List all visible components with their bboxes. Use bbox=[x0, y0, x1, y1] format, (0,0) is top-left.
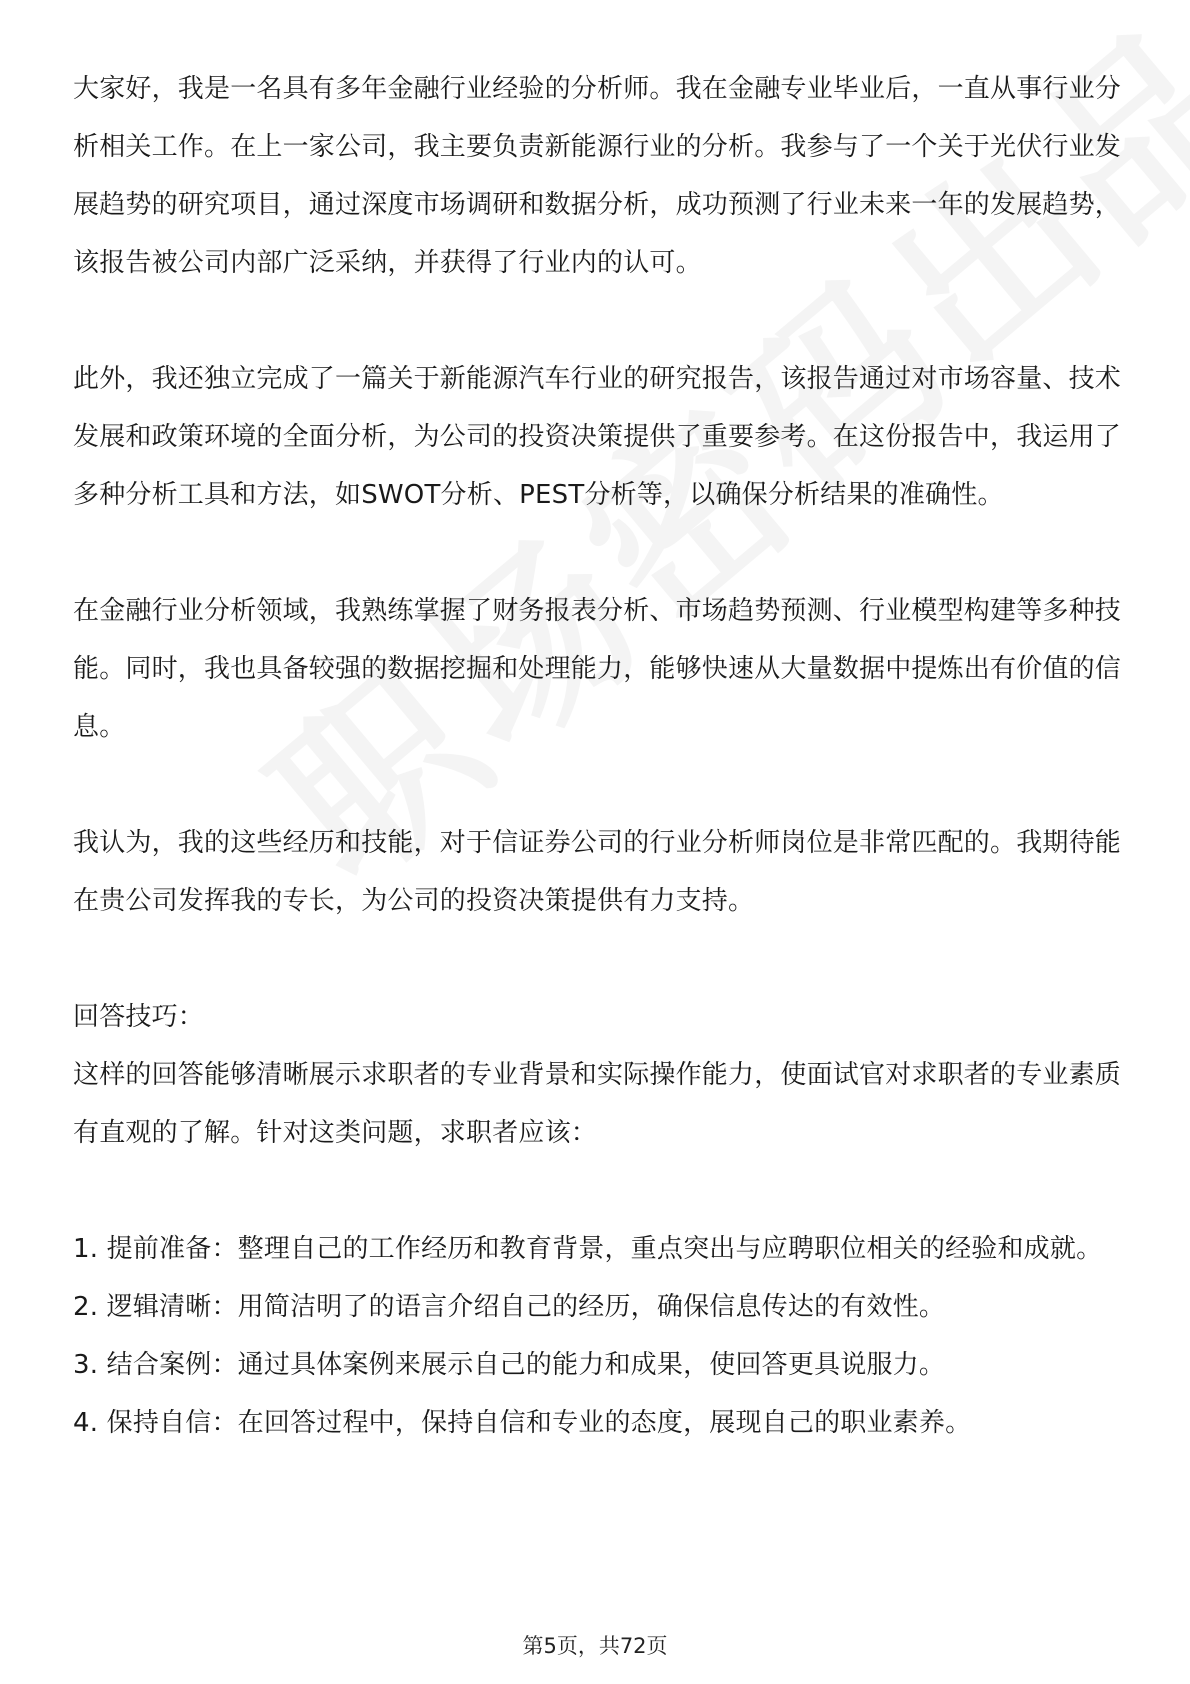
list-item: 1. 提前准备：整理自己的工作经历和教育背景，重点突出与应聘职位相关的经验和成就。 bbox=[73, 1234, 1103, 1264]
page-footer bbox=[0, 1630, 1190, 1660]
paragraph-intro: 大家好，我是一名具有多年金融行业经验的分析师。我在金融专业毕业后，一直从事行业分析相关工作。在上一家公司，我主要负责新能源行业的分析。我参与了一个关于光伏行业发展趋势的研究项目，通过深度市场调研和数据分析，成功预测了行业未来一年的发展趋势，该报告被公司内部广泛采纳，并获得了行业内的认可。 bbox=[73, 74, 1122, 278]
list-item: 4. 保持自信：在回答过程中，保持自信和专业的态度，展现自己的职业素养。 bbox=[73, 1408, 972, 1438]
page-number: 第5页，共72页 bbox=[522, 1634, 668, 1658]
tips-section bbox=[73, 988, 1125, 1452]
tips-heading: 回答技巧： bbox=[73, 1002, 205, 1032]
paragraph-conclusion: 我认为，我的这些经历和技能，对于信证券公司的行业分析师岗位是非常匹配的。我期待能在贵公司发挥我的专长，为公司的投资决策提供有力支持。 bbox=[73, 828, 1122, 916]
list-item: 2. 逻辑清晰：用简洁明了的语言介绍自己的经历，确保信息传达的有效性。 bbox=[73, 1292, 946, 1322]
tips-list bbox=[73, 1220, 1125, 1452]
tips-intro: 这样的回答能够清晰展示求职者的专业背景和实际操作能力，使面试官对求职者的专业素质有直观的了解。针对这类问题，求职者应该： bbox=[73, 1060, 1122, 1148]
list-item: 3. 结合案例：通过具体案例来展示自己的能力和成果，使回答更具说服力。 bbox=[73, 1350, 946, 1380]
paragraph-report: 此外，我还独立完成了一篇关于新能源汽车行业的研究报告，该报告通过对市场容量、技术发展和政策环境的全面分析，为公司的投资决策提供了重要参考。在这份报告中，我运用了多种分析工具和方法，如SWOT分析、PEST分析等，以确保分析结果的准确性。 bbox=[73, 364, 1122, 510]
paragraph-skills: 在金融行业分析领域，我熟练掌握了财务报表分析、市场趋势预测、行业模型构建等多种技能。同时，我也具备较强的数据挖掘和处理能力，能够快速从大量数据中提炼出有价值的信息。 bbox=[73, 596, 1122, 742]
document-body bbox=[73, 60, 1125, 1452]
